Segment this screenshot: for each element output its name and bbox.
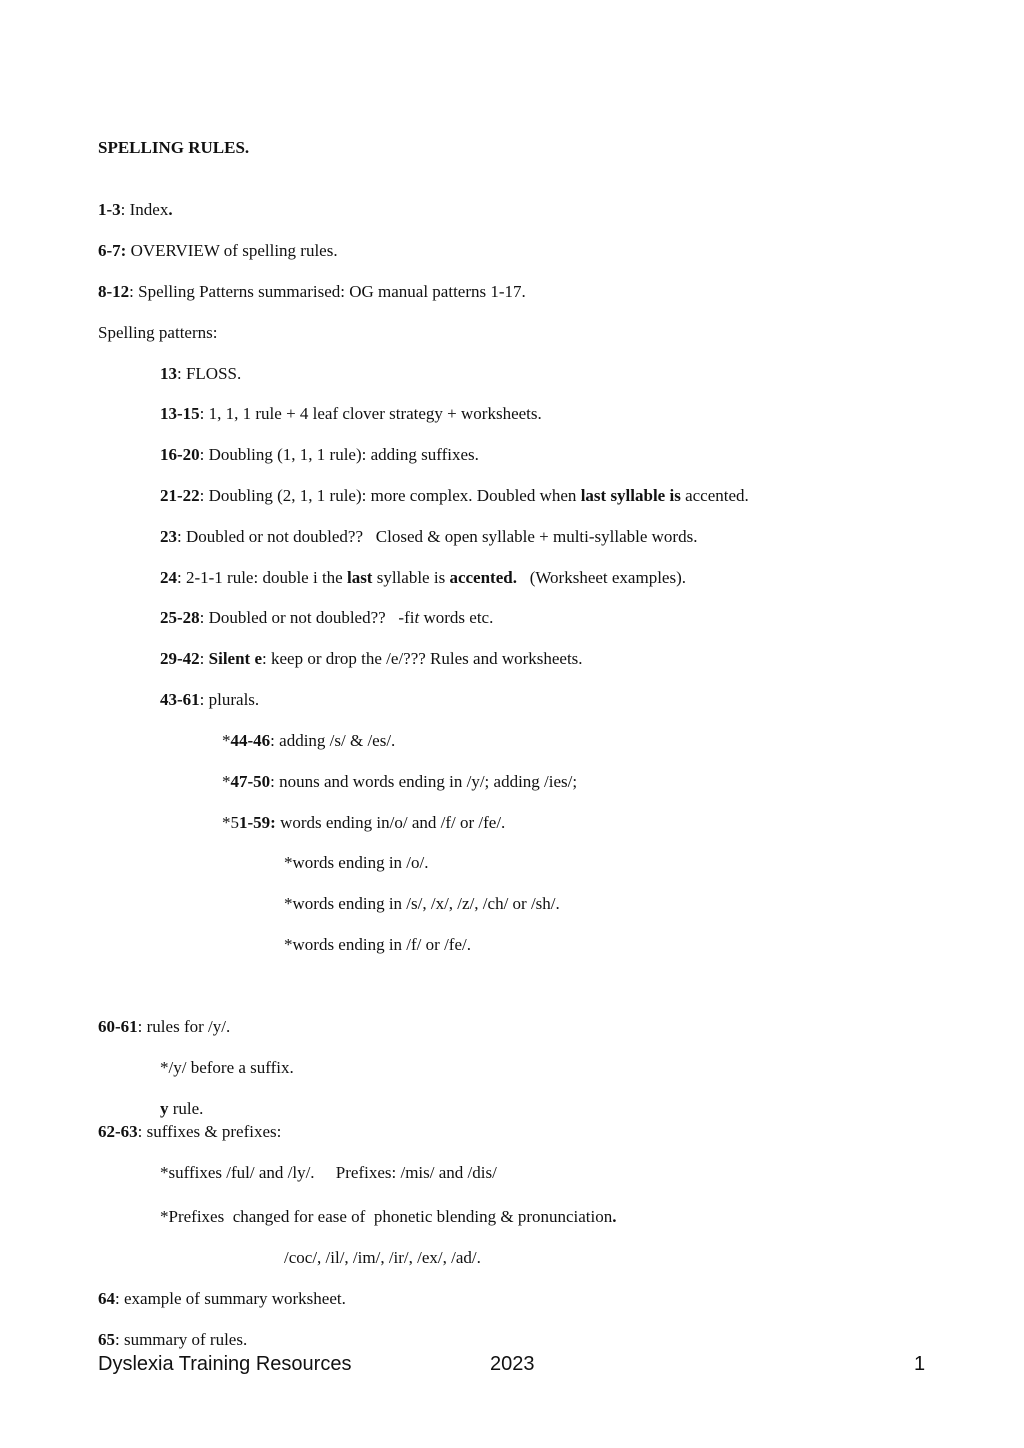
footer-year: 2023 (490, 1353, 535, 1375)
document-title: SPELLING RULES. (98, 138, 250, 157)
index-subentry: *44-46: adding /s/ & /es/. (222, 731, 396, 750)
index-entry: 24: 2-1-1 rule: double i the last syllable is accented. (Worksheet examples). (160, 568, 686, 587)
index-entry: 8-12: Spelling Patterns summarised: OG manual patterns 1-17. (98, 282, 526, 301)
index-entry: 29-42: Silent e: keep or drop the /e/??? Rules and worksheets. (160, 649, 583, 668)
index-subentry: *47-50: nouns and words ending in /y/; adding /ies/; (222, 772, 578, 791)
index-subsubentry: /coc/, /il/, /im/, /ir/, /ex/, /ad/. (284, 1248, 481, 1267)
index-entry: 65: summary of rules. (98, 1330, 248, 1349)
section-heading: Spelling patterns: (98, 323, 218, 342)
index-entry: 13-15: 1, 1, 1 rule + 4 leaf clover strategy + worksheets. (160, 404, 542, 423)
index-subentry: y rule. (160, 1099, 204, 1118)
index-entry: 43-61: plurals. (160, 690, 260, 709)
footer-publisher: Dyslexia Training Resources (98, 1353, 352, 1375)
index-entry: 62-63: suffixes & prefixes: (98, 1122, 282, 1141)
index-entry: 1-3: Index. (98, 200, 173, 219)
index-entry: 25-28: Doubled or not doubled?? -fit words etc. (160, 608, 494, 627)
index-entry: 64: example of summary worksheet. (98, 1289, 346, 1308)
index-entry: 16-20: Doubling (1, 1, 1 rule): adding suffixes. (160, 445, 479, 464)
index-entry: 21-22: Doubling (2, 1, 1 rule): more complex. Doubled when last syllable is accented. (160, 486, 749, 505)
footer-page-number: 1 (914, 1353, 926, 1375)
index-subsubentry: *words ending in /s/, /x/, /z/, /ch/ or /sh/. (284, 894, 560, 913)
index-entry: 23: Doubled or not doubled?? Closed & open syllable + multi-syllable words. (160, 527, 698, 546)
index-subentry: */y/ before a suffix. (160, 1058, 294, 1077)
index-subsubentry: *words ending in /o/. (284, 853, 429, 872)
index-entry: 6-7: OVERVIEW of spelling rules. (98, 241, 338, 260)
index-entry: 13: FLOSS. (160, 364, 242, 383)
index-subentry: *Prefixes changed for ease of phonetic blending & pronunciation. (160, 1207, 617, 1226)
index-subentry: *51-59: words ending in/o/ and /f/ or /fe/. (222, 813, 506, 832)
index-subsubentry: *words ending in /f/ or /fe/. (284, 935, 471, 954)
index-entry: 60-61: rules for /y/. (98, 1017, 231, 1036)
index-subentry: *suffixes /ful/ and /ly/. Prefixes: /mis/ and /dis/ (160, 1163, 497, 1182)
